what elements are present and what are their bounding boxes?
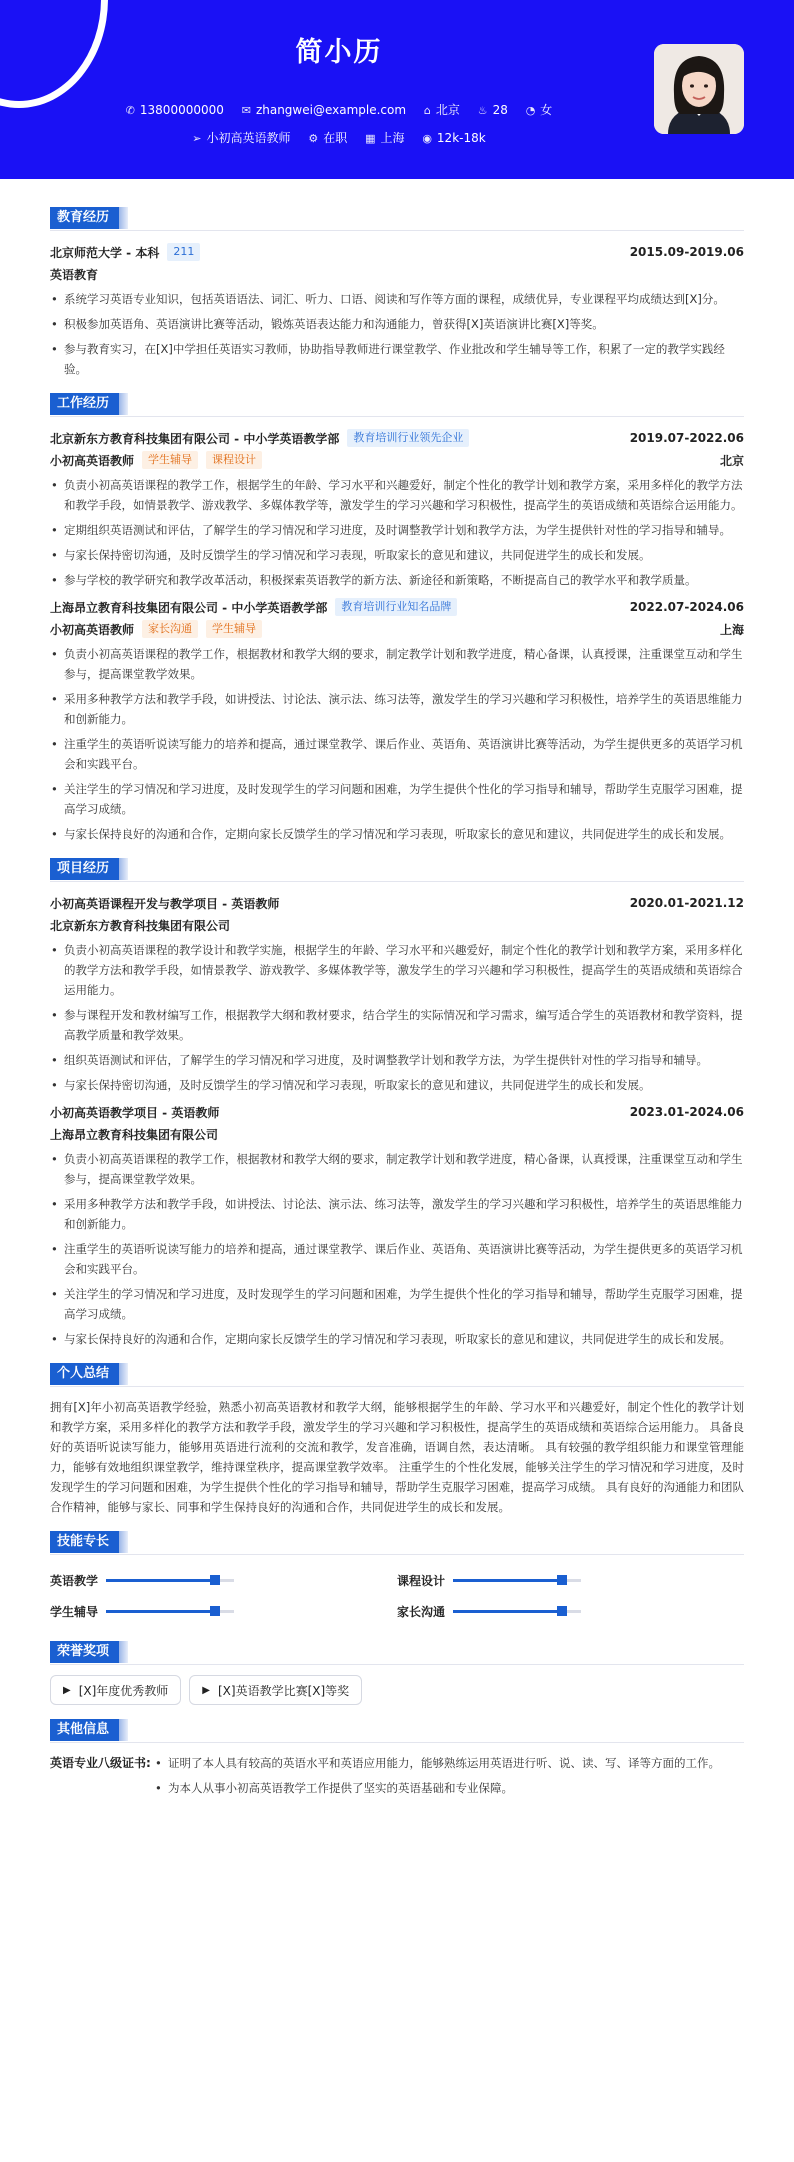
gear-icon: ⚙ [308, 132, 319, 145]
contact-line [0, 101, 678, 118]
position-value: 小初高英语教师 [206, 131, 291, 145]
resume-body [0, 179, 794, 1809]
company-tag: 教育培训行业领先企业 [347, 429, 469, 447]
skills-section-header [50, 1529, 744, 1555]
work-1-company-group [50, 598, 457, 616]
award-badge [189, 1675, 362, 1705]
other-section [50, 1717, 744, 1809]
skill-tag: 学生辅导 [142, 451, 198, 469]
play-icon: ▶ [202, 1684, 210, 1696]
send-icon: ➢ [192, 132, 202, 145]
project-title: 小初高英语课程开发与教学项目 - 英语教师 [50, 896, 280, 911]
skill-label: 英语教学 [50, 1574, 99, 1588]
summary-section [50, 1361, 744, 1517]
list-item: • 负责小初高英语课程的教学工作，根据教材和教学大纲的要求，制定教学计划和教学进度，精心备课，认真授课，注重课堂互动和学生参与，提高课堂教学效果。 [50, 1149, 744, 1189]
skill-tag: 家长沟通 [142, 620, 198, 638]
education-section [50, 205, 744, 379]
avatar-portrait-icon [654, 44, 744, 134]
list-item: • 参与教育实习，在[X]中学担任英语实习教师，协助指导教师进行课堂教学、作业批改和学生辅导等工作，积累了一定的教学实践经验。 [50, 339, 744, 379]
certificate-label: 英语专业八级证书: [50, 1756, 151, 1770]
work-0-header-row [50, 427, 744, 449]
gender-icon: ◔ [525, 104, 536, 117]
project-bullets [50, 940, 744, 1095]
major: 英语教育 [50, 267, 99, 282]
list-item: • 与家长保持密切沟通，及时反馈学生的学习情况和学习表现，听取家长的意见和建议，共同促进学生的成长和发展。 [50, 1075, 744, 1095]
education-entry [50, 241, 744, 379]
work-1-role-row [50, 618, 744, 640]
section-title: 个人总结 [50, 1363, 119, 1385]
section-title: 项目经历 [50, 858, 119, 880]
email-item [242, 103, 406, 117]
target-city-item [365, 129, 404, 146]
list-item: • 与家长保持良好的沟通和合作，定期向家长反馈学生的学习情况和学习表现，听取家长的意见和建议，共同促进学生的成长和发展。 [50, 1329, 744, 1349]
skill-item [50, 1596, 397, 1627]
list-item: • 证明了本人具有较高的英语水平和英语应用能力，能够熟练运用英语进行听、说、读、写、译等方面的工作。 [154, 1753, 744, 1773]
city-item [424, 101, 460, 118]
work-1-header-row [50, 596, 744, 618]
education-section-header [50, 205, 744, 231]
project-bullets [50, 1149, 744, 1349]
work-0-role-row [50, 449, 744, 471]
skill-tag: 学生辅导 [206, 620, 262, 638]
project-1-header-row [50, 1101, 744, 1123]
list-item: • 负责小初高英语课程的教学设计和教学实施，根据学生的年龄、学习水平和兴趣爱好，制定个性化的教学计划和教学方案，采用多样化的教学方法和教学手段，如情景教学、游戏教学、多媒体教学等，激发学生的学习兴趣和学习积极性，提高学生的英语成绩和英语综合运用能力。 [50, 940, 744, 1000]
skill-bar-fill [453, 1579, 562, 1582]
work-location: 上海 [719, 622, 744, 637]
work-bullets [50, 644, 744, 844]
project-0-org-row [50, 914, 744, 936]
education-school-group [50, 243, 200, 261]
resume-name: 简小历 [295, 37, 383, 68]
project-section-header [50, 856, 744, 882]
other-bullets [154, 1753, 744, 1803]
skill-label: 课程设计 [397, 1574, 446, 1588]
age-value: 28 [492, 103, 508, 117]
work-1-role-group [50, 620, 262, 638]
status-value: 在职 [323, 131, 348, 145]
company-tag: 教育培训行业知名品牌 [335, 598, 457, 616]
list-item: • 定期组织英语测试和评估，了解学生的学习情况和学习进度，及时调整教学计划和教学方法，为学生提供针对性的学习指导和辅导。 [50, 520, 744, 540]
section-title: 其他信息 [50, 1719, 119, 1741]
job-role: 小初高英语教师 [50, 453, 135, 468]
skill-label: 家长沟通 [397, 1605, 446, 1619]
skill-bar-knob [210, 1606, 220, 1616]
phone-value: 13800000000 [139, 103, 224, 117]
project-entry [50, 1101, 744, 1349]
email-icon: ✉ [241, 104, 251, 117]
position-item [192, 129, 290, 146]
age-item [478, 103, 508, 117]
city-value: 北京 [435, 103, 460, 117]
summary-section-header [50, 1361, 744, 1387]
education-date: 2015.09-2019.06 [629, 245, 744, 259]
skill-bar-knob [557, 1606, 567, 1616]
work-entry [50, 427, 744, 590]
phone-icon: ✆ [125, 104, 135, 117]
list-item: • 与家长保持密切沟通，及时反馈学生的学习情况和学习表现，听取家长的意见和建议，共同促进学生的成长和发展。 [50, 545, 744, 565]
list-item: • 负责小初高英语课程的教学工作，根据教材和教学大纲的要求，制定教学计划和教学进度，精心备课，认真授课，注重课堂互动和学生参与，提高课堂教学效果。 [50, 644, 744, 684]
skill-tag: 课程设计 [206, 451, 262, 469]
awards-section-header [50, 1639, 744, 1665]
building-icon: ▦ [365, 132, 376, 145]
money-icon: ◉ [422, 132, 432, 145]
list-item: • 采用多种教学方法和教学手段，如讲授法、讨论法、演示法、练习法等，激发学生的学习兴趣和学习积极性，培养学生的英语思维能力和创新能力。 [50, 1194, 744, 1234]
skills-section [50, 1529, 744, 1627]
project-org: 上海昂立教育科技集团有限公司 [50, 1127, 219, 1142]
skill-bar-knob [210, 1575, 220, 1585]
work-location: 北京 [719, 453, 744, 468]
gender-item [526, 101, 553, 118]
skill-item [397, 1565, 744, 1596]
skill-bar-fill [106, 1610, 215, 1613]
skill-label: 学生辅导 [50, 1605, 99, 1619]
skill-bar-fill [453, 1610, 562, 1613]
email-value: zhangwei@example.com [255, 103, 407, 117]
skill-bar [453, 1579, 581, 1582]
skill-bar [453, 1610, 581, 1613]
list-item: • 参与课程开发和教材编写工作，根据教学大纲和教材要求，结合学生的实际情况和学习需求，编写适合学生的英语教材和教学资料，提高教学质量和教学效果。 [50, 1005, 744, 1045]
work-bullets [50, 475, 744, 590]
project-date: 2023.01-2024.06 [629, 1105, 744, 1119]
avatar [654, 44, 744, 134]
list-item: • 系统学习英语专业知识，包括英语语法、词汇、听力、口语、阅读和写作等方面的课程，成绩优异，专业课程平均成绩达到[X]分。 [50, 289, 744, 309]
company-name: 上海昂立教育科技集团有限公司 - 中小学英语教学部 [50, 600, 328, 615]
school-tag: 211 [167, 243, 200, 261]
summary-text: 拥有[X]年小初高英语教学经验，熟悉小初高英语教材和教学大纲，能够根据学生的年龄、学习水平和兴趣爱好，制定个性化的教学计划和教学方案，采用多样化的教学方法和教学手段，激发学生的学习兴趣和学习积极性，提高学生的英语成绩和英语综合运用能力。 具备良好的英语听说读写能力，能够用英语进行流利的交流和教学，发音准确，语调自然，表达清晰。 具有较强的教学组织能力和课堂管理能力，能够有效地组织课堂教学，维持课堂秩序，提高课堂教学效率。 注重学生的个性化发展，能够关注学生的学习情况和学习进度，及时发现学生的学习问题和困难，为学生提供个性化的学习指导和辅导，帮助学生克服学习困难，提高学习成绩。 具有良好的沟通能力和团队合作精神，能够与家长、同事和学生保持良好的沟通和合作，共同促进学生的成长和发展。 [50, 1400, 744, 1514]
gender-value: 女 [540, 103, 553, 117]
education-header-row [50, 241, 744, 263]
list-item: • 关注学生的学习情况和学习进度，及时发现学生的学习问题和困难，为学生提供个性化的学习指导和辅导，帮助学生克服学习困难，提高学习成绩。 [50, 1284, 744, 1324]
work-section [50, 391, 744, 844]
list-item: • 为本人从事小初高英语教学工作提供了坚实的英语基础和专业保障。 [154, 1778, 744, 1798]
list-item: • 积极参加英语角、英语演讲比赛等活动，锻炼英语表达能力和沟通能力，曾获得[X]英语演讲比赛[X]等奖。 [50, 314, 744, 334]
play-icon: ▶ [63, 1684, 71, 1696]
job-intent-line [0, 129, 678, 146]
work-0-company-group [50, 429, 469, 447]
work-0-role-group [50, 451, 262, 469]
awards-list [50, 1675, 744, 1705]
list-item: • 注重学生的英语听说读写能力的培养和提高，通过课堂教学、课后作业、英语角、英语演讲比赛等活动，为学生提供更多的英语学习机会和实践平台。 [50, 1239, 744, 1279]
list-item: • 采用多种教学方法和教学手段，如讲授法、讨论法、演示法、练习法等，激发学生的学习兴趣和学习积极性，培养学生的英语思维能力和创新能力。 [50, 689, 744, 729]
list-item: • 注重学生的英语听说读写能力的培养和提高，通过课堂教学、课后作业、英语角、英语演讲比赛等活动，为学生提供更多的英语学习机会和实践平台。 [50, 734, 744, 774]
skill-item [50, 1565, 397, 1596]
list-item: • 关注学生的学习情况和学习进度，及时发现学生的学习问题和困难，为学生提供个性化的学习指导和辅导，帮助学生克服学习困难，提高学习成绩。 [50, 779, 744, 819]
target-city-value: 上海 [380, 131, 405, 145]
salary-item [422, 131, 485, 145]
work-section-header [50, 391, 744, 417]
education-major-row [50, 263, 744, 285]
work-entry [50, 596, 744, 844]
skill-bar [106, 1579, 234, 1582]
home-icon: ⌂ [423, 104, 431, 117]
other-info-row [50, 1753, 744, 1809]
skills-grid [50, 1565, 744, 1627]
status-item [308, 129, 347, 146]
award-label: [X]英语教学比赛[X]等奖 [218, 1683, 350, 1698]
work-date: 2019.07-2022.06 [629, 431, 744, 445]
school-name: 北京师范大学 - 本科 [50, 245, 160, 260]
other-section-header [50, 1717, 744, 1743]
skill-bar-knob [557, 1575, 567, 1585]
award-label: [X]年度优秀教师 [78, 1683, 169, 1698]
awards-section [50, 1639, 744, 1705]
project-0-header-row [50, 892, 744, 914]
resume-header [0, 0, 794, 179]
project-1-org-row [50, 1123, 744, 1145]
project-date: 2020.01-2021.12 [629, 896, 744, 910]
job-role: 小初高英语教师 [50, 622, 135, 637]
section-title: 工作经历 [50, 393, 119, 415]
cake-icon: ♨ [477, 104, 488, 117]
project-entry [50, 892, 744, 1095]
project-org: 北京新东方教育科技集团有限公司 [50, 918, 231, 933]
skill-item [397, 1596, 744, 1627]
section-title: 荣誉奖项 [50, 1641, 119, 1663]
salary-value: 12k-18k [436, 131, 486, 145]
education-bullets [50, 289, 744, 379]
list-item: • 参与学校的教学研究和教学改革活动，积极探索英语教学的新方法、新途径和新策略，不断提高自己的教学水平和教学质量。 [50, 570, 744, 590]
phone-item [126, 103, 224, 117]
work-date: 2022.07-2024.06 [629, 600, 744, 614]
project-title: 小初高英语教学项目 - 英语教师 [50, 1105, 220, 1120]
project-section [50, 856, 744, 1349]
award-badge [50, 1675, 181, 1705]
company-name: 北京新东方教育科技集团有限公司 - 中小学英语教学部 [50, 431, 340, 446]
list-item: • 负责小初高英语课程的教学工作，根据学生的年龄、学习水平和兴趣爱好，制定个性化的教学计划和教学方案，采用多样化的教学方法和教学手段，如情景教学、游戏教学、多媒体教学等，激发学生的学习兴趣和学习积极性，提高学生的英语成绩和英语综合运用能力。 [50, 475, 744, 515]
section-title: 技能专长 [50, 1531, 119, 1553]
list-item: • 组织英语测试和评估，了解学生的学习情况和学习进度，及时调整教学计划和教学方法，为学生提供针对性的学习指导和辅导。 [50, 1050, 744, 1070]
list-item: • 与家长保持良好的沟通和合作，定期向家长反馈学生的学习情况和学习表现，听取家长的意见和建议，共同促进学生的成长和发展。 [50, 824, 744, 844]
skill-bar [106, 1610, 234, 1613]
skill-bar-fill [106, 1579, 215, 1582]
section-title: 教育经历 [50, 207, 119, 229]
